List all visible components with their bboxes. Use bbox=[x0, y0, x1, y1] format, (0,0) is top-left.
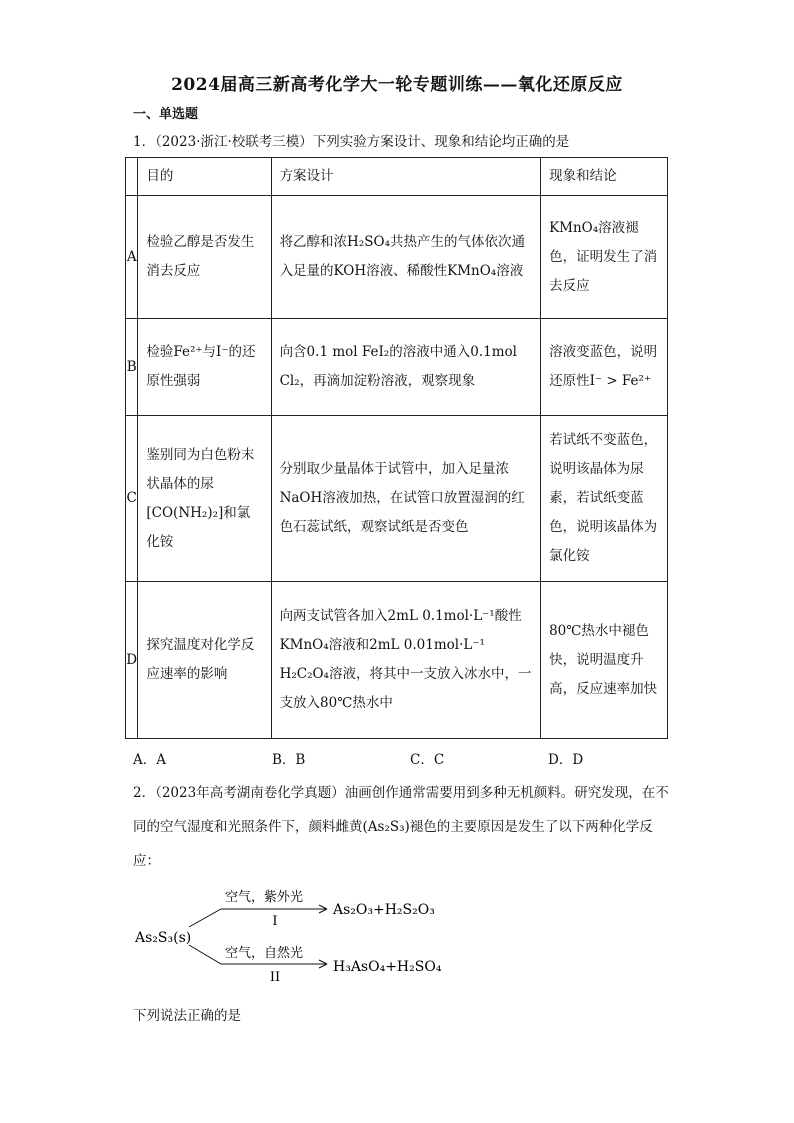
path-1-arrow bbox=[189, 909, 327, 927]
row-purpose: 探究温度对化学反应速率的影响 bbox=[138, 582, 271, 739]
row-design: 分别取少量晶体于试管中，加入足量浓NaOH溶液加热，在试管口放置湿润的红色石蕊试纸，观察试纸是否变色 bbox=[271, 416, 541, 582]
question-1-stem: 1．（2023·浙江·校联考三模）下列实验方案设计、现象和结论均正确的是 bbox=[133, 134, 570, 150]
path-1-label: I bbox=[272, 914, 278, 929]
row-result: 溶液变蓝色，说明还原性I⁻ > Fe²⁺ bbox=[541, 319, 668, 416]
header-design: 方案设计 bbox=[271, 158, 541, 196]
question-1-table bbox=[125, 157, 668, 739]
table-row bbox=[126, 319, 668, 416]
header-cell bbox=[126, 158, 138, 196]
table-row bbox=[126, 582, 668, 739]
path-2-label: II bbox=[269, 970, 281, 985]
row-label: C bbox=[126, 416, 138, 582]
row-label: A bbox=[126, 196, 138, 319]
reaction-scheme bbox=[133, 880, 473, 990]
row-result: 80℃热水中褪色快，说明温度升高，反应速率加快 bbox=[541, 582, 668, 739]
question-2-stem: 2．（2023年高考湖南卷化学真题）油画创作通常需要用到多种无机颜料。研究发现，在不同的空气湿度和光照条件下，颜料雌黄(As₂S₃)褪色的主要原因是发生了以下两种化学反应： bbox=[133, 785, 669, 869]
row-result: KMnO₄溶液褪色，证明发生了消去反应 bbox=[541, 196, 668, 319]
table-row bbox=[126, 416, 668, 582]
row-design: 向含0.1 mol FeI₂的溶液中通入0.1mol Cl₂，再滴加淀粉溶液，观察现象 bbox=[271, 319, 541, 416]
row-design: 将乙醇和浓H₂SO₄共热产生的气体依次通入足量的KOH溶液、稀酸性KMnO₄溶液 bbox=[271, 196, 541, 319]
path-1-condition: 空气，紫外光 bbox=[225, 890, 304, 905]
question-2-prompt: 下列说法正确的是 bbox=[133, 1008, 241, 1024]
header-result: 现象和结论 bbox=[541, 158, 668, 196]
page-title: 2024届高三新高考化学大一轮专题训练——氧化还原反应 bbox=[171, 75, 623, 95]
path-1-product: As₂O₃+H₂S₂O₃ bbox=[333, 902, 435, 918]
row-purpose: 检验Fe²⁺与I⁻的还原性强弱 bbox=[138, 319, 271, 416]
row-purpose: 检验乙醇是否发生消去反应 bbox=[138, 196, 271, 319]
section-heading: 一、单选题 bbox=[133, 107, 199, 122]
table-row bbox=[126, 196, 668, 319]
choice-c[interactable]: C．C bbox=[410, 752, 445, 768]
path-2-condition: 空气，自然光 bbox=[225, 946, 304, 961]
path-2-product: H₃AsO₄+H₂SO₄ bbox=[333, 959, 442, 975]
row-design: 向两支试管各加入2mL 0.1mol·L⁻¹酸性KMnO₄溶液和2mL 0.01mol·L⁻¹ H₂C₂O₄溶液，将其中一支放入冰水中，一支放入80℃热水中 bbox=[271, 582, 541, 739]
row-purpose: 鉴别同为白色粉末状晶体的尿[CO(NH₂)₂]和氯化铵 bbox=[138, 416, 271, 582]
row-result: 若试纸不变蓝色，说明该晶体为尿素，若试纸变蓝色，说明该晶体为氯化铵 bbox=[541, 416, 668, 582]
choice-a[interactable]: A．A bbox=[133, 752, 166, 768]
row-label: D bbox=[126, 582, 138, 739]
reactant-label: As₂S₃(s) bbox=[135, 930, 192, 946]
table-header-row bbox=[126, 158, 668, 196]
header-purpose: 目的 bbox=[138, 158, 271, 196]
choice-d[interactable]: D．D bbox=[548, 752, 584, 768]
row-label: B bbox=[126, 319, 138, 416]
choice-b[interactable]: B．B bbox=[272, 752, 306, 768]
